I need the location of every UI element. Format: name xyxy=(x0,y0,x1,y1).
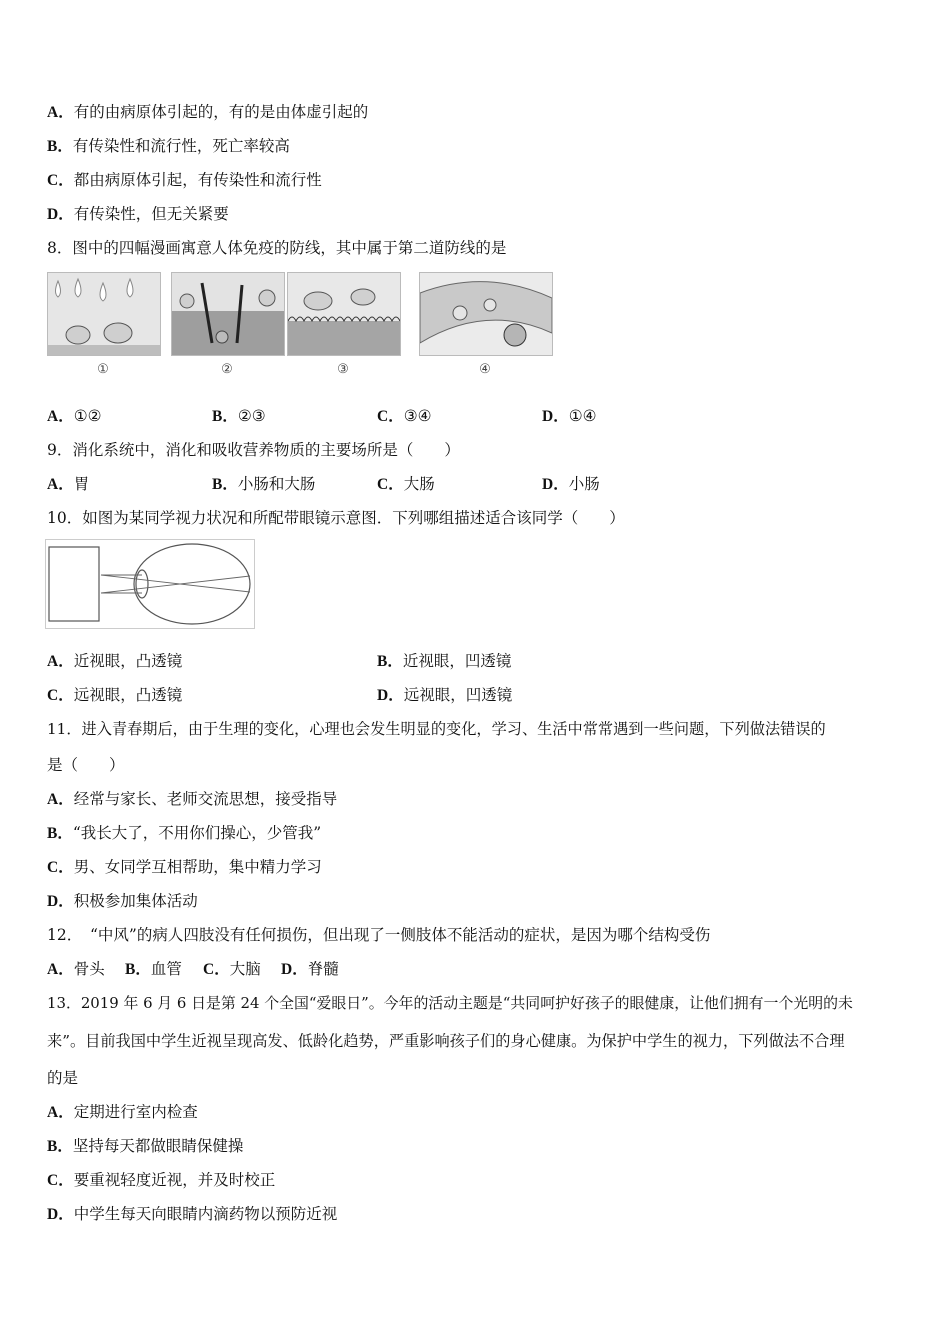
q12-option-b: B．血管 xyxy=(125,960,182,978)
eye-lens-diagram xyxy=(45,539,255,629)
q12-options xyxy=(47,959,447,979)
eye-diagram-svg xyxy=(45,539,255,629)
q10-stem: 10．如图为某同学视力状况和所配带眼镜示意图．下列哪组描述适合该同学（ ） xyxy=(47,509,625,527)
q13-stem-line2: 来”。目前我国中学生近视呈现高发、低龄化趋势，严重影响孩子们的身心健康。为保护中学生的视力，下列做法不合理 xyxy=(47,1032,845,1050)
q10-option-a: A．近视眼，凸透镜 xyxy=(47,652,183,670)
q8-option-c: C．③④ xyxy=(377,407,432,425)
q9-stem: 9．消化系统中，消化和吸收营养物质的主要场所是（ ） xyxy=(47,441,460,459)
q12-option-c: C．大脑 xyxy=(203,960,261,978)
q11-option-d: D．积极参加集体活动 xyxy=(47,892,198,910)
raindrop-skin-illustration xyxy=(48,273,160,355)
q13-option-c: C．要重视轻度近视，并及时校正 xyxy=(47,1171,276,1189)
mucosa-cilia-illustration xyxy=(288,273,400,355)
q8-options xyxy=(47,406,907,426)
q12-stem: 12． “中风”的病人四肢没有任何损伤，但出现了一侧肢体不能活动的症状，是因为哪个结构受伤 xyxy=(47,926,711,944)
q10-option-d: D．远视眼，凹透镜 xyxy=(377,686,513,704)
comic-panel-3 xyxy=(287,272,401,356)
skin-hair-illustration xyxy=(172,273,284,355)
q13-option-a: A．定期进行室内检查 xyxy=(47,1103,198,1121)
q7-option-a: A．有的由病原体引起的，有的是由体虚引起的 xyxy=(47,103,369,121)
immune-defense-comic-figure xyxy=(47,272,552,382)
q8-stem: 8．图中的四幅漫画寓意人体免疫的防线，其中属于第二道防线的是 xyxy=(47,239,507,257)
panel-label-4: ④ xyxy=(479,362,491,377)
q7-option-b: B．有传染性和流行性，死亡率较高 xyxy=(47,137,290,155)
q11-option-b: B．“我长大了，不用你们操心，少管我” xyxy=(47,824,322,842)
q9-option-c: C．大肠 xyxy=(377,475,435,493)
q7-option-d: D．有传染性，但无关紧要 xyxy=(47,205,229,223)
q7-option-c: C．都由病原体引起，有传染性和流行性 xyxy=(47,171,322,189)
q10-options-row1 xyxy=(47,651,907,671)
q8-option-a: A．①② xyxy=(47,407,102,425)
panel-label-2: ② xyxy=(221,362,233,377)
comic-panel-2 xyxy=(171,272,285,356)
q12-option-a: A．骨头 xyxy=(47,960,105,978)
panel-label-3: ③ xyxy=(337,362,349,377)
q10-option-c: C．远视眼，凸透镜 xyxy=(47,686,183,704)
q13-option-d: D．中学生每天向眼睛内滴药物以预防近视 xyxy=(47,1205,338,1223)
q11-stem-line2: 是（ ） xyxy=(47,756,125,774)
q13-option-b: B．坚持每天都做眼睛保健操 xyxy=(47,1137,244,1155)
q13-stem-line3: 的是 xyxy=(47,1069,79,1087)
q9-options xyxy=(47,474,907,494)
comic-panel-1 xyxy=(47,272,161,356)
panel-label-1: ① xyxy=(97,362,109,377)
q9-option-a: A．胃 xyxy=(47,475,90,493)
q9-option-b: B．小肠和大肠 xyxy=(212,475,316,493)
q11-option-c: C．男、女同学互相帮助，集中精力学习 xyxy=(47,858,322,876)
blood-vessel-phagocyte-illustration xyxy=(420,273,552,355)
q10-options-row2 xyxy=(47,685,907,705)
q8-option-d: D．①④ xyxy=(542,407,597,425)
q13-stem-line1: 13．2019 年 6 月 6 日是第 24 个全国“爱眼日”。今年的活动主题是“共同呵护好孩子的眼健康，让他们拥有一个光明的未 xyxy=(47,994,853,1012)
q8-option-b: B．②③ xyxy=(212,407,266,425)
q12-option-d: D．脊髓 xyxy=(281,960,339,978)
q11-option-a: A．经常与家长、老师交流思想，接受指导 xyxy=(47,790,338,808)
comic-panel-4 xyxy=(419,272,553,356)
q11-stem-line1: 11．进入青春期后，由于生理的变化，心理也会发生明显的变化，学习、生活中常常遇到一些问题，下列做法错误的 xyxy=(47,720,826,738)
q9-option-d: D．小肠 xyxy=(542,475,600,493)
q10-option-b: B．近视眼，凹透镜 xyxy=(377,652,512,670)
